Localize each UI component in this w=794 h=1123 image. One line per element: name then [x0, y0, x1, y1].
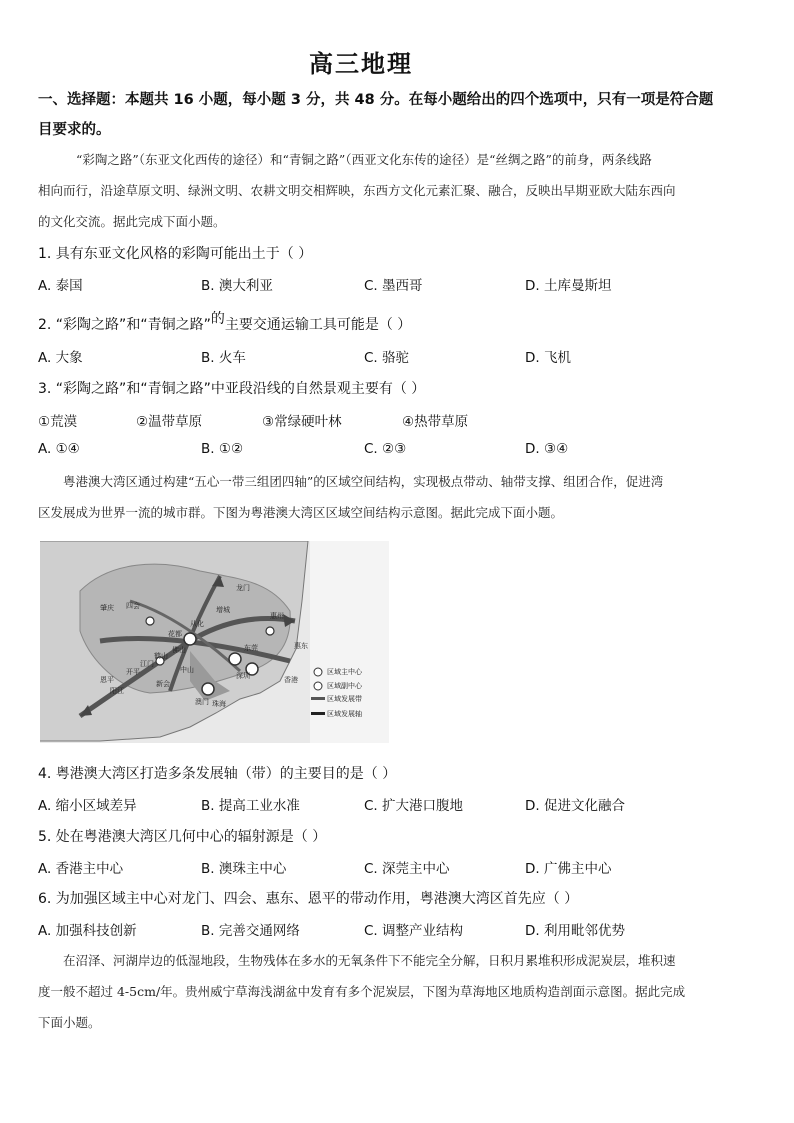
q5-option-a: A. 香港主中心	[38, 861, 124, 877]
legend-belt: 区域发展带	[327, 695, 362, 703]
q1-option-a: A. 泰国	[38, 278, 83, 294]
q6-option-d: D. 利用毗邻优势	[525, 923, 625, 939]
legend-marker-belt	[311, 697, 325, 700]
question-5: 5. 处在粤港澳大湾区几何中心的辐射源是（ ）	[38, 829, 327, 845]
q2-option-a: A. 大象	[38, 350, 83, 366]
place-label: 珠海	[212, 700, 226, 708]
place-label: 佛山	[172, 646, 186, 654]
section-heading-line1: 一、选择题：本题共 16 小题，每小题 3 分，共 48 分。在每小题给出的四个选项中，只有一项是符合题	[38, 92, 714, 108]
q4-option-a: A. 缩小区域差异	[38, 798, 137, 814]
sub-center-3	[146, 617, 154, 625]
q2-text-post: 主要交通运输工具可能是（ ）	[224, 317, 412, 333]
q2-text-superscript: 的	[210, 311, 225, 327]
place-label: 恩平	[100, 676, 114, 684]
main-center-shenguan	[229, 653, 241, 665]
q3-option-d: D. ③④	[525, 441, 569, 457]
place-label: 从化	[190, 620, 204, 628]
greater-bay-area-map	[40, 541, 389, 743]
intro1-line1: “彩陶之路”（东亚文化西传的途径）和“青铜之路”（西亚文化东传的途径）是“丝绸之路”的前身，两条线路	[76, 152, 652, 167]
q1-option-b: B. 澳大利亚	[201, 278, 273, 294]
q1-option-d: D. 土库曼斯坦	[525, 278, 612, 294]
legend-axis: 区域发展轴	[327, 710, 362, 718]
legend-sub-center: 区域副中心	[327, 682, 362, 690]
q6-option-a: A. 加强科技创新	[38, 923, 137, 939]
place-label: 肇庆	[100, 604, 114, 612]
intro3-line2: 度一般不超过 4-5cm/年。贵州威宁草海浅湖盆中发育有多个泥炭层，下图为草海地区地质构造剖面示意图。据此完成	[38, 984, 686, 999]
place-label: 惠东	[294, 642, 308, 650]
q3-option-a: A. ①④	[38, 441, 80, 457]
question-6: 6. 为加强区域主中心对龙门、四会、惠东、恩平的带动作用，粤港澳大湾区首先应（ ）	[38, 891, 579, 907]
q6-option-c: C. 调整产业结构	[364, 923, 464, 939]
place-label: 新会	[156, 680, 170, 688]
section-heading-line2: 目要求的。	[38, 122, 111, 138]
q4-option-d: D. 促进文化融合	[525, 798, 625, 814]
q2-option-d: D. 飞机	[525, 350, 571, 366]
place-label: 增城	[216, 606, 230, 614]
legend-main-center: 区域主中心	[327, 668, 362, 676]
place-label: 花都	[168, 630, 182, 638]
question-4: 4. 粤港澳大湾区打造多条发展轴（带）的主要目的是（ ）	[38, 766, 397, 782]
main-center-aozhu	[202, 683, 214, 695]
question-2	[38, 311, 412, 334]
q5-option-c: C. 深莞主中心	[364, 861, 450, 877]
place-label: 深圳	[236, 672, 250, 680]
intro2-line2: 区发展成为世界一流的城市群。下图为粤港澳大湾区区域空间结构示意图。据此完成下面小题。	[38, 505, 564, 520]
page-title: 高三地理	[309, 50, 413, 78]
place-label: 东莞	[244, 644, 258, 652]
place-label: 江门	[140, 660, 154, 668]
place-label: 开平	[126, 668, 140, 676]
place-label: 四会	[126, 602, 140, 610]
place-label: 阳江	[110, 687, 124, 695]
place-label: 香港	[284, 676, 298, 684]
q3-option-c: C. ②③	[364, 441, 407, 457]
intro3-line3: 下面小题。	[38, 1015, 101, 1030]
q3-item-3: ③常绿硬叶林	[262, 414, 342, 430]
legend-marker-sub-center	[314, 682, 322, 690]
q3-item-1: ①荒漠	[38, 414, 78, 430]
q3-option-b: B. ①②	[201, 441, 244, 457]
main-center-guangfo	[184, 633, 196, 645]
place-label: 澳门	[195, 698, 209, 706]
q5-option-b: B. 澳珠主中心	[201, 861, 287, 877]
q2-text-pre: 2. “彩陶之路”和“青铜之路”	[38, 317, 211, 333]
intro3-line1: 在沼泽、河湖岸边的低湿地段，生物残体在多水的无氧条件下不能完全分解，日积月累堆积形成泥炭层，堆积速	[63, 953, 676, 968]
q3-item-4: ④热带草原	[402, 414, 469, 430]
q2-option-c: C. 骆驼	[364, 350, 410, 366]
sub-center-2	[266, 627, 274, 635]
intro1-line3: 的文化交流。据此完成下面小题。	[38, 214, 226, 229]
question-1: 1. 具有东亚文化风格的彩陶可能出土于（ ）	[38, 246, 313, 262]
intro2-line1: 粤港澳大湾区通过构建“五心一带三组团四轴”的区域空间结构，实现极点带动、轴带支撑、组团合作，促进湾	[63, 474, 664, 489]
q4-option-b: B. 提高工业水准	[201, 798, 300, 814]
place-label: 中山	[180, 666, 194, 674]
place-label: 鹤山	[154, 652, 168, 660]
q3-item-2: ②温带草原	[136, 414, 203, 430]
legend-marker-axis	[311, 712, 325, 715]
q4-option-c: C. 扩大港口腹地	[364, 798, 464, 814]
question-3: 3. “彩陶之路”和“青铜之路”中亚段沿线的自然景观主要有（ ）	[38, 381, 426, 397]
place-label: 惠州	[270, 612, 284, 620]
q1-option-c: C. 墨西哥	[364, 278, 423, 294]
place-label: 龙门	[236, 584, 250, 592]
q6-option-b: B. 完善交通网络	[201, 923, 300, 939]
intro1-line2: 相向而行，沿途草原文明、绿洲文明、农耕文明交相辉映，东西方文化元素汇聚、融合，反映出早期亚欧大陆东西向	[38, 183, 676, 198]
legend-marker-main-center	[314, 668, 322, 676]
q2-option-b: B. 火车	[201, 350, 246, 366]
q5-option-d: D. 广佛主中心	[525, 861, 612, 877]
